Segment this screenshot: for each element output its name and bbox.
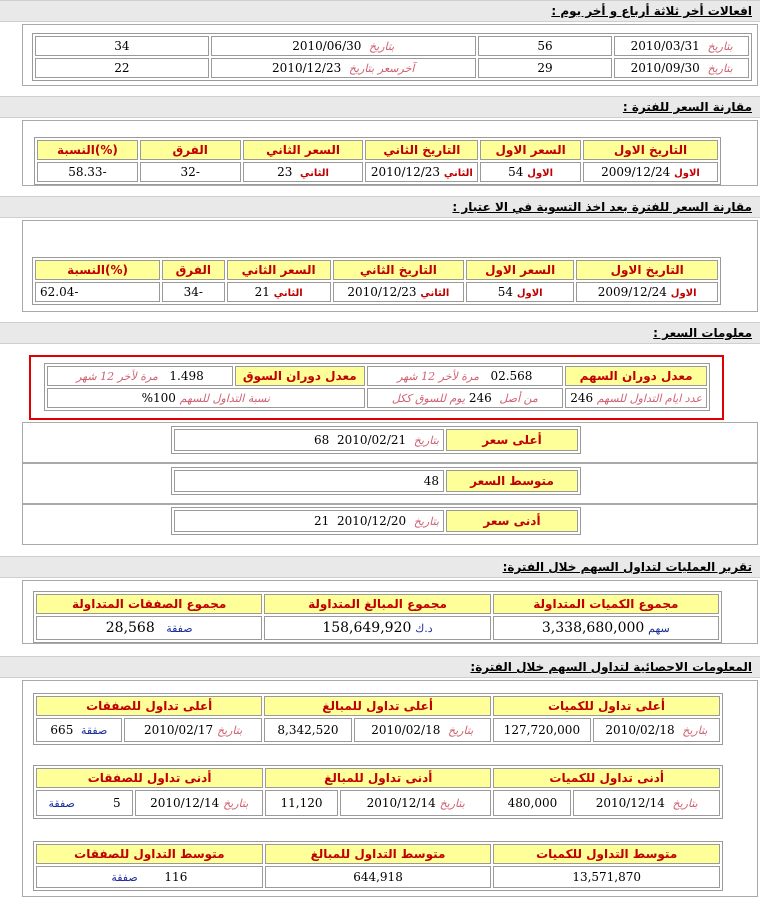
low-deals-date: بتاريخ 2010/12/14 — [135, 790, 263, 816]
section-header-compare: مقارنة السعر للفترة : — [0, 96, 760, 118]
high-qty-value: 127,720,000 — [493, 718, 591, 742]
section-header-quarters: افعالات أخر ثلاثة أرباع و أخر يوم : — [0, 0, 760, 22]
adj-header-second-date: التاريخ الثاني — [333, 260, 464, 280]
quarter-3-date: بتاريخ 2010/09/30 — [614, 58, 749, 78]
market-turnover-label: معدل دوران السوق — [235, 366, 365, 386]
header-second-price: السعر الثاني — [243, 140, 364, 160]
quarter-1-date: بتاريخ 2010/03/31 — [614, 36, 749, 56]
low-trading-table — [33, 765, 723, 819]
adj-pct: -62.04 — [35, 282, 160, 302]
quarter-2-value: 34 — [35, 36, 209, 56]
avg-price-value: 48 — [174, 470, 444, 492]
compare-adjusted-table — [32, 257, 721, 305]
adj-header-second-price: السعر الثاني — [227, 260, 331, 280]
avg-qty-value: 13,571,870 — [493, 866, 720, 888]
high-amt-date: بتاريخ 2010/02/18 — [354, 718, 491, 742]
section-header-price-info: معلومات السعر : — [0, 322, 760, 344]
low-amt-date: بتاريخ 2010/12/14 — [340, 790, 491, 816]
section-header-statistics: المعلومات الاحصائية لتداول السهم خلال الفترة: — [0, 656, 760, 678]
compare-diff: -32 — [140, 162, 241, 182]
low-price-value: بتاريخ 2010/12/20 21 — [174, 510, 444, 532]
high-price-table — [171, 426, 581, 454]
avg-amt-value: 644,918 — [265, 866, 492, 888]
high-amt-label: أعلى تداول للمبالغ — [264, 696, 491, 716]
low-price-label: أدنى سعر — [446, 510, 578, 532]
high-qty-date: بتاريخ 2010/02/18 — [593, 718, 720, 742]
total-amt-value: د.ك 158,649,920 — [264, 616, 490, 640]
header-first-price: السعر الاول — [480, 140, 581, 160]
quarter-3-value: 29 — [478, 58, 613, 78]
avg-deals-label: متوسط التداول للصفقات — [36, 844, 263, 864]
total-deals-label: مجموع الصفقات المتداولة — [36, 594, 262, 614]
adj-second-price: الثاني 21 — [227, 282, 331, 302]
compare-pct: -58.33 — [37, 162, 138, 182]
adj-header-first-date: التاريخ الاول — [576, 260, 718, 280]
adj-header-pct: (%)النسبة — [35, 260, 160, 280]
total-qty-label: مجموع الكميات المتداولة — [493, 594, 719, 614]
compare-second-date: الثاني 2010/12/23 — [365, 162, 478, 182]
adj-second-date: الثاني 2010/12/23 — [333, 282, 464, 302]
header-diff: الفرق — [140, 140, 241, 160]
low-qty-date: بتاريخ 2010/12/14 — [573, 790, 720, 816]
last-price-value: 22 — [35, 58, 209, 78]
avg-amt-label: متوسط التداول للمبالغ — [265, 844, 492, 864]
avg-price-label: متوسط السعر — [446, 470, 578, 492]
high-qty-label: أعلى تداول للكميات — [493, 696, 720, 716]
adj-diff: -34 — [162, 282, 225, 302]
quarter-2-date: بتاريخ 2010/06/30 — [211, 36, 476, 56]
stock-turnover-label: معدل دوران السهم — [565, 366, 707, 386]
avg-deals-value: 116 صفقة — [36, 866, 263, 888]
section-header-operations: تقرير العمليات لتداول السهم خلال الفترة: — [0, 556, 760, 578]
compare-first-date: الاول 2009/12/24 — [583, 162, 718, 182]
low-deals-value: 5 صفقة — [36, 790, 133, 816]
trading-ratio: نسبة التداول للسهم 100% — [47, 388, 365, 408]
total-qty-value: سهم 3,338,680,000 — [493, 616, 719, 640]
total-deals-value: صفقة 28,568 — [36, 616, 262, 640]
turnover-table — [44, 363, 710, 411]
trading-days: عدد ايام التداول للسهم 246 — [565, 388, 707, 408]
compare-second-price: الثاني 23 — [243, 162, 364, 182]
avg-qty-label: متوسط التداول للكميات — [493, 844, 720, 864]
section-header-compare-adjusted: مقارنة السعر للفترة بعد اخذ التسوية في الا عتبار : — [0, 196, 760, 218]
market-turnover-value: 1.498 مرة لأخر 12 شهر — [47, 366, 233, 386]
trading-days-total: من أصل 246 يوم للسوق ككل — [367, 388, 564, 408]
high-trading-table — [33, 693, 723, 745]
adj-header-diff: الفرق — [162, 260, 225, 280]
high-deals-date: بتاريخ 2010/02/17 — [124, 718, 263, 742]
low-price-table — [171, 507, 581, 535]
low-qty-value: 480,000 — [493, 790, 571, 816]
avg-trading-table — [33, 841, 723, 891]
adj-header-first-price: السعر الاول — [466, 260, 574, 280]
low-qty-label: أدنى تداول للكميات — [493, 768, 720, 788]
avg-price-table — [171, 467, 581, 495]
low-amt-value: 11,120 — [265, 790, 338, 816]
compare-table — [34, 137, 721, 185]
quarter-1-value: 56 — [478, 36, 613, 56]
high-price-value: بتاريخ 2010/02/21 68 — [174, 429, 444, 451]
low-amt-label: أدنى تداول للمبالغ — [265, 768, 491, 788]
total-amt-label: مجموع المبالغ المتداولة — [264, 594, 490, 614]
operations-table — [33, 591, 722, 643]
quarters-table — [32, 33, 752, 81]
high-amt-value: 8,342,520 — [264, 718, 351, 742]
stock-turnover-value: 02.568 مرة لأخر 12 شهر — [367, 366, 564, 386]
high-price-label: أعلى سعر — [446, 429, 578, 451]
low-deals-label: أدنى تداول للصفقات — [36, 768, 263, 788]
header-pct: (%)النسبة — [37, 140, 138, 160]
high-deals-label: أعلى تداول للصفقات — [36, 696, 262, 716]
header-second-date: التاريخ الثاني — [365, 140, 478, 160]
last-price-date: آخرسعر بتاريخ 2010/12/23 — [211, 58, 476, 78]
adj-first-price: الاول 54 — [466, 282, 574, 302]
header-first-date: التاريخ الاول — [583, 140, 718, 160]
adj-first-date: الاول 2009/12/24 — [576, 282, 718, 302]
high-deals-value: صفقة 665 — [36, 718, 122, 742]
compare-first-price: الاول 54 — [480, 162, 581, 182]
